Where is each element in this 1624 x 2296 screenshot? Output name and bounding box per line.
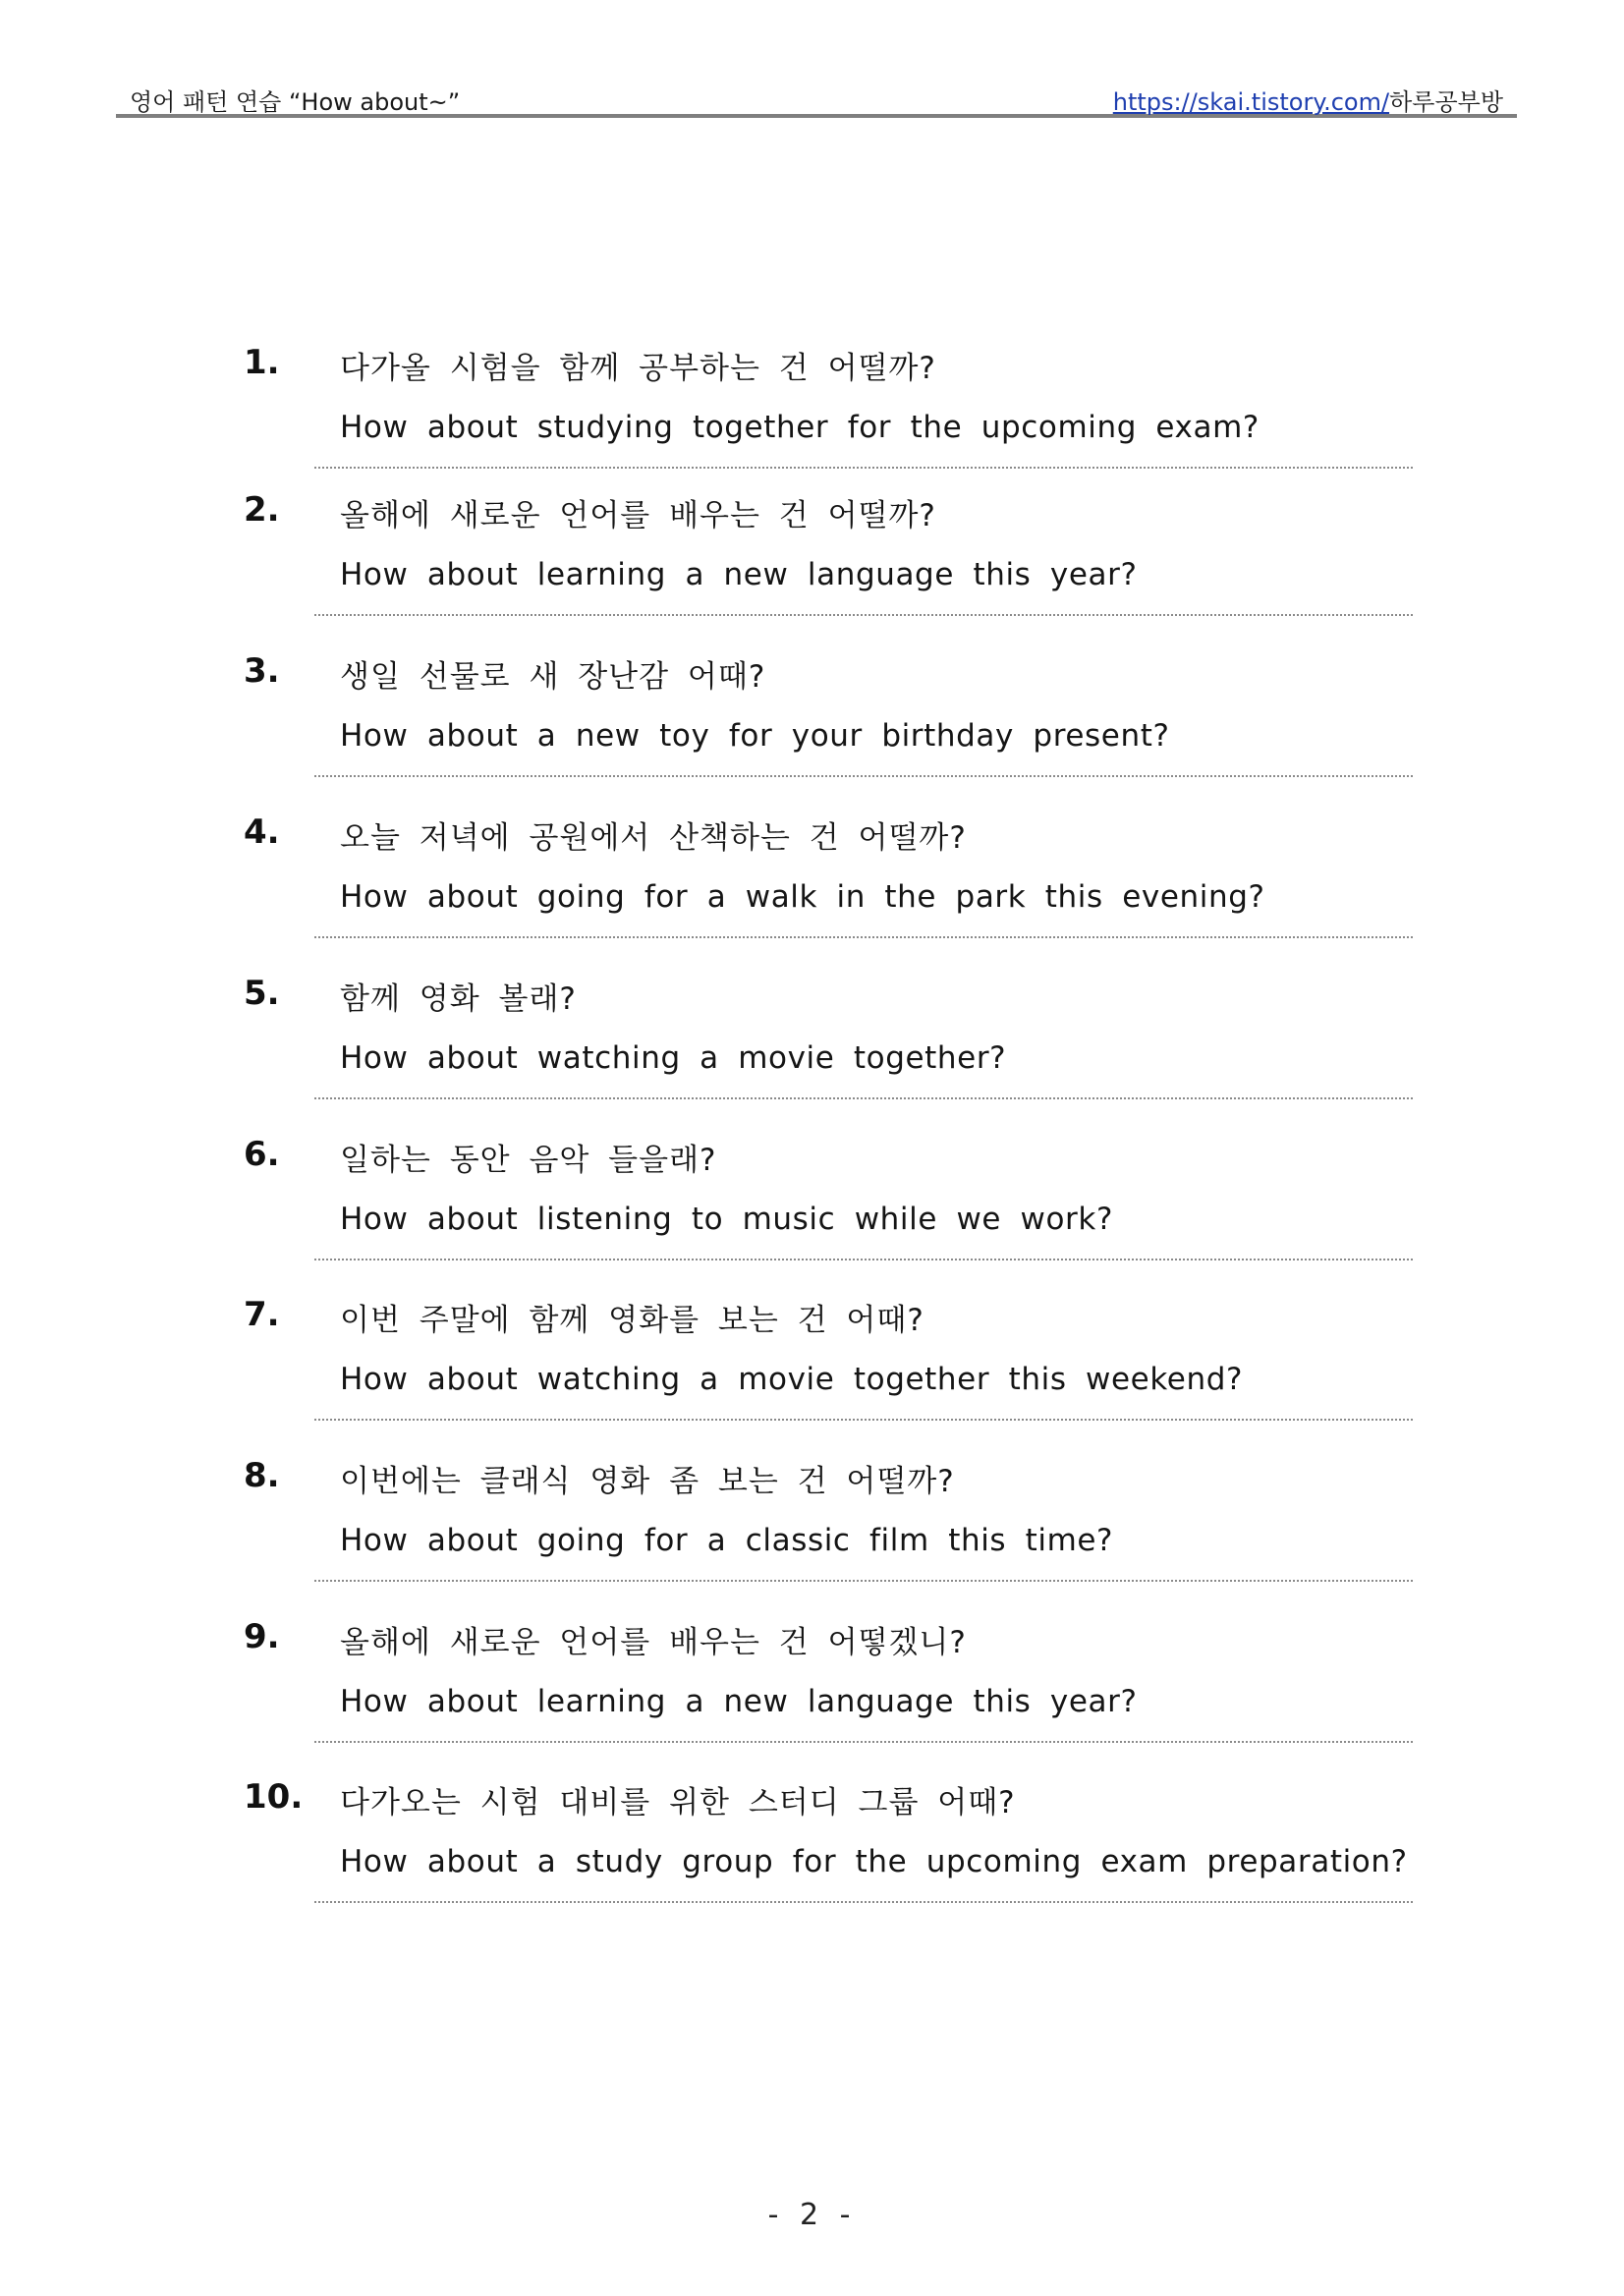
english-sentence: How about learning a new language this year? <box>340 557 1138 592</box>
korean-sentence: 올해에 새로운 언어를 배우는 건 어떻겠니? <box>340 1625 967 1660</box>
korean-sentence: 일하는 동안 음악 들을래? <box>340 1143 717 1178</box>
english-sentence: How about watching a movie together? <box>340 1040 1007 1076</box>
korean-sentence: 오늘 저녁에 공원에서 산책하는 건 어떨까? <box>340 820 967 856</box>
item-number: 9. <box>244 1617 280 1656</box>
english-sentence: How about a new toy for your birthday present? <box>340 718 1170 754</box>
korean-sentence: 함께 영화 볼래? <box>340 981 577 1017</box>
page-header <box>116 77 1517 118</box>
korean-sentence: 이번에는 클래식 영화 좀 보는 건 어떨까? <box>340 1464 955 1499</box>
dotted-divider <box>314 1419 1413 1421</box>
list-item <box>244 960 1413 1107</box>
item-number: 8. <box>244 1456 280 1495</box>
korean-sentence: 생일 선물로 새 장난감 어때? <box>340 659 766 695</box>
item-number: 4. <box>244 812 280 852</box>
english-sentence: How about a study group for the upcoming exam preparation? <box>340 1844 1408 1879</box>
korean-sentence: 올해에 새로운 언어를 배우는 건 어떨까? <box>340 498 936 533</box>
list-item <box>244 1442 1413 1590</box>
dotted-divider <box>314 1580 1413 1582</box>
korean-sentence: 다가올 시험을 함께 공부하는 건 어떨까? <box>340 351 936 386</box>
list-item <box>244 638 1413 785</box>
dotted-divider <box>314 1741 1413 1743</box>
list-item <box>244 1281 1413 1428</box>
page-number: - 2 - <box>767 2198 857 2232</box>
list-item <box>244 799 1413 946</box>
item-number: 5. <box>244 974 280 1013</box>
list-item <box>244 1764 1413 1911</box>
site-url-link[interactable]: https://skai.tistory.com/ <box>1112 88 1390 116</box>
item-number: 10. <box>244 1777 304 1817</box>
header-source <box>1113 83 1503 117</box>
dotted-divider <box>314 467 1413 469</box>
dotted-divider <box>314 1901 1413 1903</box>
list-item <box>244 329 1413 476</box>
item-number: 7. <box>244 1295 280 1334</box>
korean-sentence: 다가오는 시험 대비를 위한 스터디 그룹 어때? <box>340 1785 1016 1820</box>
english-sentence: How about watching a movie together this weekend? <box>340 1362 1244 1397</box>
english-sentence: How about learning a new language this year? <box>340 1684 1138 1719</box>
dotted-divider <box>314 936 1413 938</box>
item-number: 2. <box>244 490 280 530</box>
item-number: 3. <box>244 651 280 691</box>
english-sentence: How about listening to music while we work? <box>340 1202 1114 1237</box>
english-sentence: How about studying together for the upcoming exam? <box>340 410 1260 445</box>
dotted-divider <box>314 775 1413 777</box>
item-number: 1. <box>244 343 280 382</box>
dotted-divider <box>314 614 1413 616</box>
document-title: 영어 패턴 연습 “How about~” <box>130 88 461 116</box>
english-sentence: How about going for a classic film this time? <box>340 1523 1114 1558</box>
list-item <box>244 1121 1413 1268</box>
list-item <box>244 476 1413 624</box>
english-sentence: How about going for a walk in the park this evening? <box>340 879 1265 915</box>
item-number: 6. <box>244 1135 280 1174</box>
dotted-divider <box>314 1097 1413 1099</box>
list-item <box>244 1603 1413 1751</box>
korean-sentence: 이번 주말에 함께 영화를 보는 건 어때? <box>340 1303 924 1338</box>
dotted-divider <box>314 1259 1413 1260</box>
site-name: 하루공부방 <box>1389 88 1503 116</box>
